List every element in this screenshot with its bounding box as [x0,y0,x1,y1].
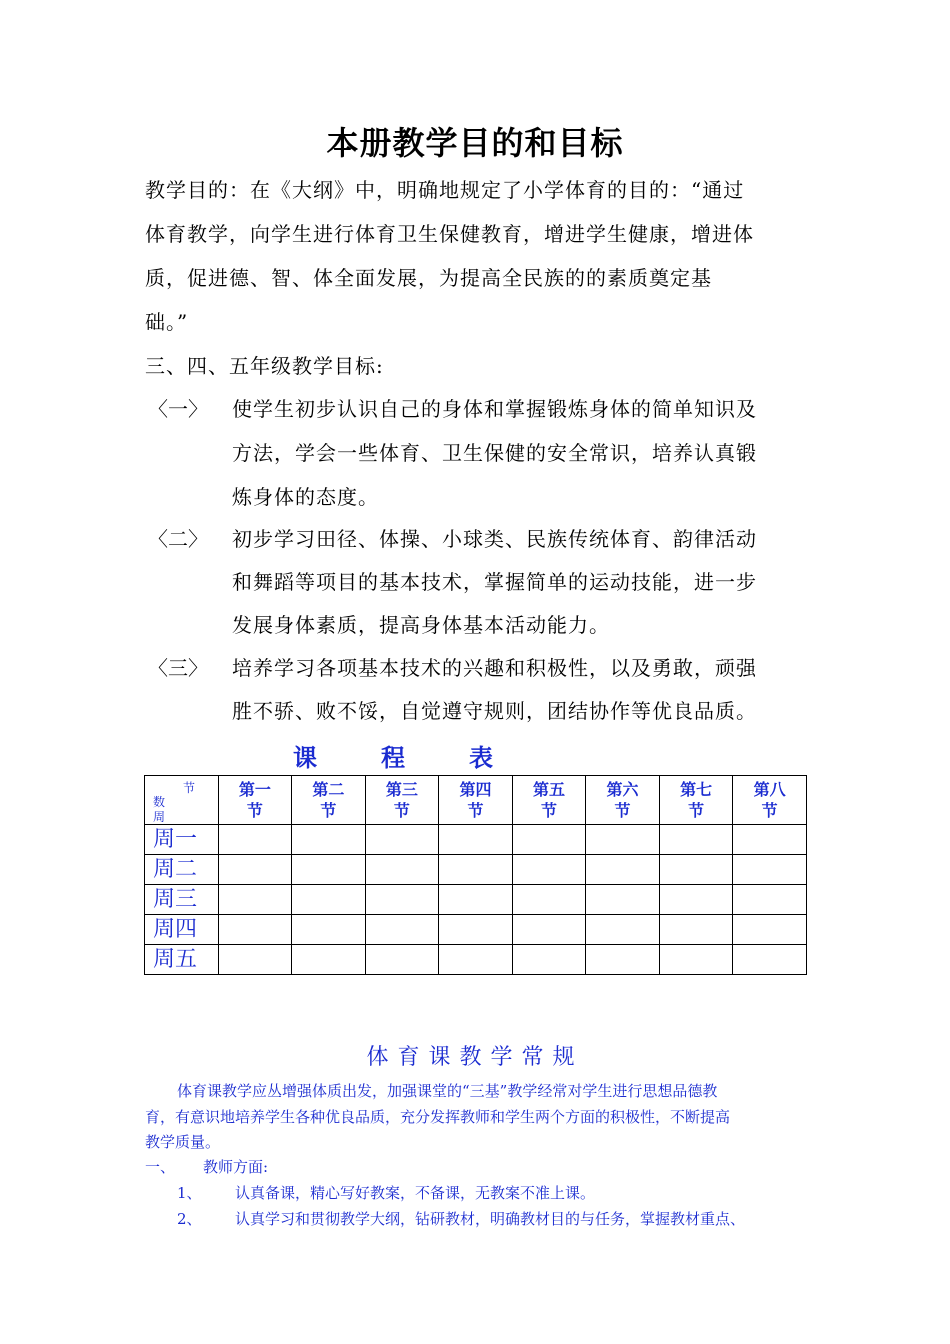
purpose-line: 体育教学，向学生进行体育卫生保健教育，增进学生健康，增进体 [145,222,754,246]
routine-intro-line: 育，有意识地培养学生各种优良品质，充分发挥教师和学生两个方面的积极性，不断提高 [145,1108,731,1126]
schedule-cell [365,945,439,975]
purpose-line: 础。” [145,310,189,334]
period-header: 第三 节 [365,776,439,825]
day-label: 周三 [145,885,219,915]
schedule-cell [365,825,439,855]
corner-count-label: 数 [153,795,166,809]
schedule-header-row [145,776,807,825]
schedule-cell [586,915,660,945]
schedule-cell [733,945,807,975]
schedule-cell [218,855,292,885]
goal-label: 〈一〉 [148,397,208,421]
schedule-row [145,825,807,855]
goal-line: 胜不骄、败不馁，自觉遵守规则，团结协作等优良品质。 [232,699,757,723]
goal-line: 方法，学会一些体育、卫生保健的安全常识，培养认真锻 [232,441,757,465]
schedule-title-char: 课 [293,744,317,772]
schedule-cell [733,855,807,885]
schedule-title-char: 表 [469,744,493,772]
schedule-cell [439,885,513,915]
period-header: 第二 节 [292,776,366,825]
schedule-cell [586,945,660,975]
schedule-row [145,915,807,945]
schedule-cell [733,915,807,945]
routine-section-number: 一、 [145,1158,176,1176]
schedule-cell [218,825,292,855]
schedule-cell [439,855,513,885]
schedule-cell [733,885,807,915]
schedule-cell [733,825,807,855]
corner-week-label: 周 [153,810,166,824]
schedule-title-char: 程 [381,744,405,772]
goal-label: 〈二〉 [148,527,208,551]
day-label: 周二 [145,855,219,885]
schedule-cell [512,915,586,945]
schedule-cell [659,855,733,885]
schedule-table [144,775,807,975]
schedule-cell [218,945,292,975]
goal-line: 发展身体素质，提高身体基本活动能力。 [232,613,610,637]
schedule-cell [292,825,366,855]
schedule-cell [586,855,660,885]
schedule-cell [292,945,366,975]
schedule-cell [292,915,366,945]
period-header: 第八 节 [733,776,807,825]
schedule-cell [659,915,733,945]
routine-intro-line: 教学质量。 [145,1133,221,1151]
routine-item-number: 1、 [177,1184,202,1202]
schedule-cell [512,945,586,975]
routine-item-number: 2、 [177,1210,202,1228]
routine-item-text: 认真学习和贯彻教学大纲，钻研教材，明确教材目的与任务，掌握教材重点、 [235,1210,746,1228]
schedule-corner-cell [145,776,219,825]
period-header: 第六 节 [586,776,660,825]
schedule-row [145,885,807,915]
day-label: 周五 [145,945,219,975]
schedule-cell [365,855,439,885]
schedule-cell [659,885,733,915]
goal-line: 和舞蹈等项目的基本技术，掌握简单的运动技能，进一步 [232,570,757,594]
schedule-cell [512,855,586,885]
routine-intro-line: 体育课教学应丛增强体质出发，加强课堂的“三基”教学经常对学生进行思想品德教 [177,1082,718,1100]
schedule-row [145,855,807,885]
schedule-cell [218,915,292,945]
day-label: 周一 [145,825,219,855]
goal-line: 使学生初步认识自己的身体和掌握锻炼身体的简单知识及 [232,397,757,421]
schedule-cell [659,825,733,855]
routine-section-label: 教师方面: [203,1158,269,1176]
schedule-cell [586,885,660,915]
schedule-cell [439,915,513,945]
page-title: 本册教学目的和目标 [326,124,624,162]
schedule-row [145,945,807,975]
schedule-cell [218,885,292,915]
routine-title: 体育课教学常规 [366,1045,584,1070]
schedule-cell [292,855,366,885]
schedule-cell [659,945,733,975]
goal-label: 〈三〉 [148,656,208,680]
purpose-line: 教学目的：在《大纲》中，明确地规定了小学体育的目的：“通过 [145,178,745,202]
schedule-cell [365,885,439,915]
schedule-cell [512,825,586,855]
routine-item-text: 认真备课，精心写好教案，不备课，无教案不准上课。 [235,1184,596,1202]
goal-line: 初步学习田径、体操、小球类、民族传统体育、韵律活动 [232,527,757,551]
period-header: 第四 节 [439,776,513,825]
period-header: 第七 节 [659,776,733,825]
day-label: 周四 [145,915,219,945]
schedule-cell [439,945,513,975]
goal-line: 培养学习各项基本技术的兴趣和积极性，以及勇敢，顽强 [232,656,757,680]
schedule-cell [292,885,366,915]
period-header: 第五 节 [512,776,586,825]
goal-line: 炼身体的态度。 [232,485,379,509]
goals-heading: 三、四、五年级教学目标: [145,354,384,378]
schedule-cell [365,915,439,945]
purpose-line: 质，促进德、智、体全面发展，为提高全民族的的素质奠定基 [145,266,712,290]
schedule-title [293,738,493,773]
period-header: 第一 节 [218,776,292,825]
schedule-cell [439,825,513,855]
schedule-cell [586,825,660,855]
corner-period-label: 节 [183,781,196,795]
schedule-cell [512,885,586,915]
